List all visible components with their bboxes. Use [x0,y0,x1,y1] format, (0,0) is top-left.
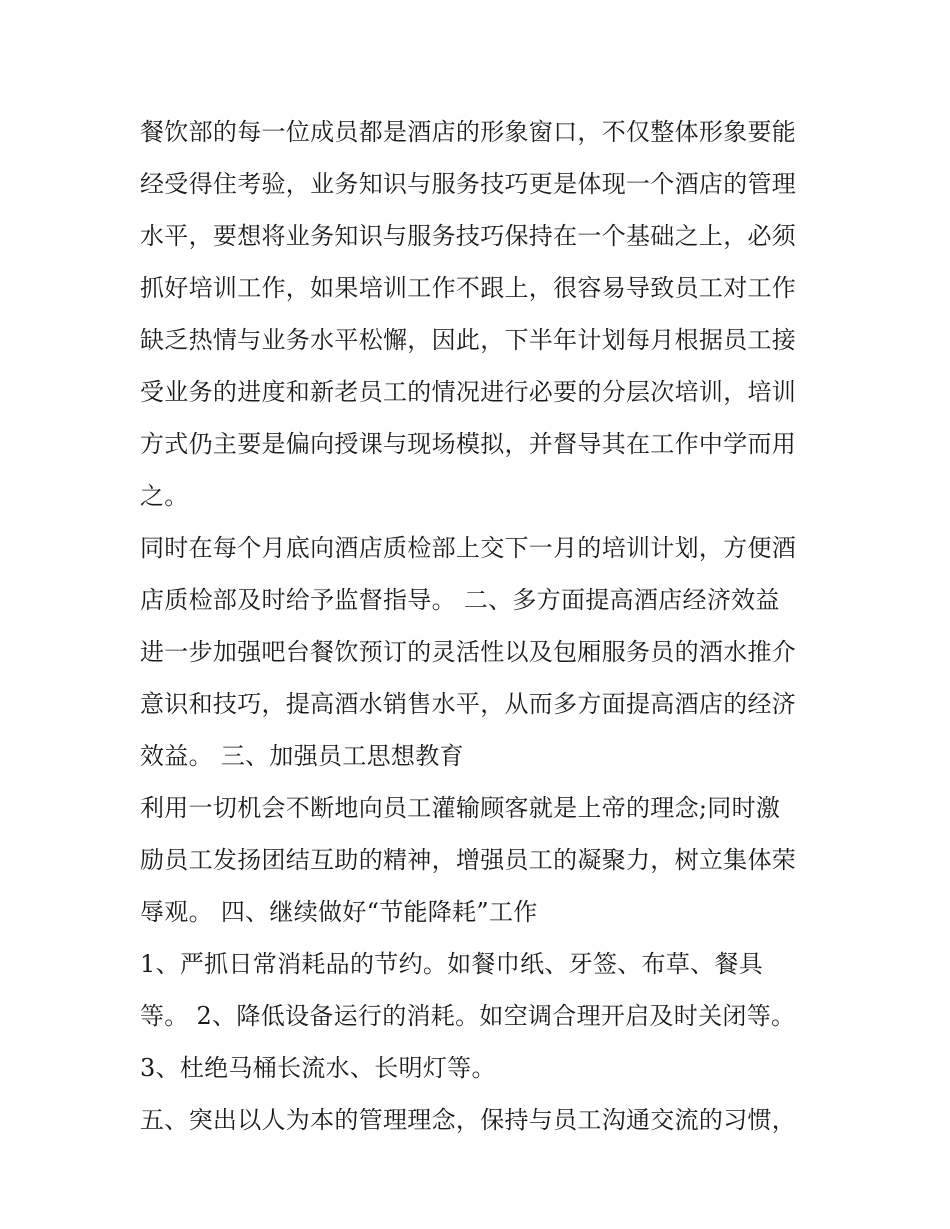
text-line: 之。 [140,482,189,510]
document-body [140,106,820,1146]
text-line: 店质检部及时给予监督指导。 二、多方面提高酒店经济效益 [140,586,780,614]
text-line: 效益。 三、加强员工思想教育 [140,742,464,770]
text-line: 餐饮部的每一位成员都是酒店的形象窗口，不仅整体形象要能 [140,118,797,146]
text-line: 受业务的进度和新老员工的情况进行必要的分层次培训，培训 [140,378,797,406]
text-line: 3、杜绝马桶长流水、长明灯等。 [140,1054,496,1082]
text-line: 方式仍主要是偏向授课与现场模拟，并督导其在工作中学而用 [140,430,797,458]
text-line: 辱观。 四、继续做好“节能降耗”工作 [140,898,538,926]
text-line: 水平，要想将业务知识与服务技巧保持在一个基础之上，必须 [140,222,797,250]
text-line: 意识和技巧，提高酒水销售水平，从而多方面提高酒店的经济 [140,690,797,718]
text-line: 1、严抓日常消耗品的节约。如餐巾纸、牙签、布草、餐具 [140,950,764,978]
text-line: 等。 2、降低设备运行的消耗。如空调合理开启及时关闭等。 [140,1002,796,1030]
text-line: 缺乏热情与业务水平松懈，因此，下半年计划每月根据员工接 [140,326,797,354]
text-line: 经受得住考验，业务知识与服务技巧更是体现一个酒店的管理 [140,170,797,198]
text-line: 进一步加强吧台餐饮预订的灵活性以及包厢服务员的酒水推介 [140,638,797,666]
text-line: 同时在每个月底向酒店质检部上交下一月的培训计划，方便酒 [140,534,797,562]
text-line: 五、突出以人为本的管理理念，保持与员工沟通交流的习惯， [140,1106,797,1134]
text-line: 抓好培训工作，如果培训工作不跟上，很容易导致员工对工作 [140,274,797,302]
text-line: 利用一切机会不断地向员工灌输顾客就是上帝的理念;同时激 [140,794,781,822]
text-line: 励员工发扬团结互助的精神，增强员工的凝聚力，树立集体荣 [140,846,797,874]
